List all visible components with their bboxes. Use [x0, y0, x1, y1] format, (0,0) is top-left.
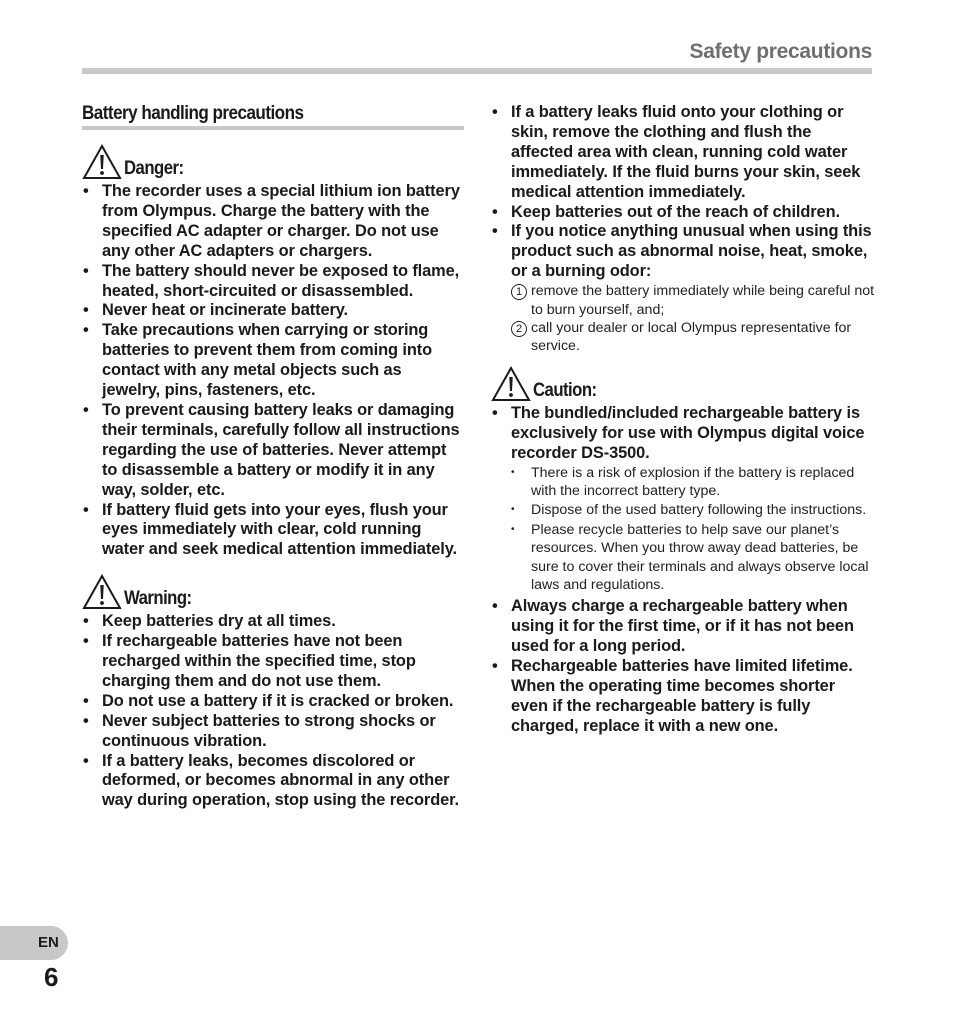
list-item: • Keep batteries dry at all times.: [82, 612, 464, 632]
warning-triangle-icon: [82, 574, 122, 610]
note-item: [491, 521, 875, 595]
page-header-title: Safety precautions: [689, 40, 872, 63]
note-item: [491, 464, 875, 501]
list-item: • Rechargeable batteries have limited lifetime. When the operating time becomes shorter even if the rechargeable battery is fully charged, replace it with a new one.: [491, 657, 875, 737]
step-item: [491, 282, 875, 319]
list-item: • If a battery leaks fluid onto your clothing or skin, remove the clothing and flush the affected area with clean, running cold water immediately. If the fluid burns your skin, seek medical attention immediately.: [491, 103, 875, 203]
list-item: • Always charge a rechargeable battery when using it for the first time, or if it has not been used for a long period.: [491, 597, 875, 657]
right-column: [491, 103, 875, 737]
left-column: [82, 102, 464, 811]
list-item: • Keep batteries out of the reach of children.: [491, 203, 875, 223]
caution-list-continued: [491, 597, 875, 736]
danger-title: Danger:: [124, 158, 184, 179]
caution-heading: [491, 366, 875, 402]
bullet-icon: •: [511, 504, 515, 516]
step-item: [491, 319, 875, 356]
list-item: • Do not use a battery if it is cracked or broken.: [82, 692, 464, 712]
note-text: Please recycle batteries to help save our planet’s resources. When you throw away dead batteries, be sure to cover their terminals and always observe local laws and regulations.: [531, 521, 869, 593]
list-item: • Never subject batteries to strong shocks or continuous vibration.: [82, 712, 464, 752]
caution-warning-icon: [491, 366, 531, 402]
step-text: call your dealer or local Olympus representative for service.: [531, 319, 852, 355]
list-item: • If a battery leaks, becomes discolored or deformed, or becomes abnormal in any other way during operation, stop using the recorder.: [82, 752, 464, 812]
caution-list: [491, 404, 875, 464]
caution-title: Caution:: [533, 379, 597, 401]
step-text: remove the battery immediately while being careful not to burn yourself, and;: [531, 283, 875, 318]
note-text: There is a risk of explosion if the battery is replaced with the incorrect battery type.: [531, 464, 855, 499]
list-item: • If rechargeable batteries have not been recharged within the specified time, stop charging them and do not use them.: [82, 632, 464, 692]
bullet-icon: •: [511, 466, 515, 478]
warning-heading: [82, 574, 464, 610]
danger-warning-icon: [82, 144, 122, 180]
section-title: Battery handling precautions: [82, 103, 304, 124]
list-item: • The recorder uses a special lithium ion battery from Olympus. Charge the battery with the specified AC adapter or charger. Do not use any other AC adapters or chargers.: [82, 182, 464, 262]
note-text: Dispose of the used battery following the instructions.: [531, 502, 867, 519]
warning-list-continued: [491, 103, 875, 282]
danger-list: [82, 182, 464, 560]
language-tab: EN: [0, 926, 68, 960]
list-item: • To prevent causing battery leaks or damaging their terminals, carefully follow all instructions regarding the use of batteries. Never attempt to disassemble a battery or modify it in any way, solder, etc.: [82, 401, 464, 501]
header-divider: [82, 68, 872, 74]
list-item: • The bundled/included rechargeable battery is exclusively for use with Olympus digital voice recorder DS-3500.: [491, 404, 875, 464]
page-number: 6: [44, 962, 59, 992]
danger-heading: [82, 144, 464, 180]
list-item: • If battery fluid gets into your eyes, flush your eyes immediately with clear, cold running water and seek medical attention immediately.: [82, 501, 464, 561]
step-number: 1: [511, 284, 527, 300]
list-item: • The battery should never be exposed to flame, heated, short-circuited or disassembled.: [82, 262, 464, 302]
section-divider: [82, 126, 464, 130]
warning-list: [82, 612, 464, 811]
note-item: [491, 501, 875, 519]
warning-title: Warning:: [124, 588, 192, 610]
bullet-icon: •: [511, 523, 515, 535]
list-item: • Never heat or incinerate battery.: [82, 301, 464, 321]
list-item: • Take precautions when carrying or storing batteries to prevent them from coming into contact with any metal objects such as jewelry, pins, fasteners, etc.: [82, 321, 464, 401]
step-number: 2: [511, 321, 527, 337]
list-item: • If you notice anything unusual when using this product such as abnormal noise, heat, smoke, or a burning odor:: [491, 222, 875, 282]
